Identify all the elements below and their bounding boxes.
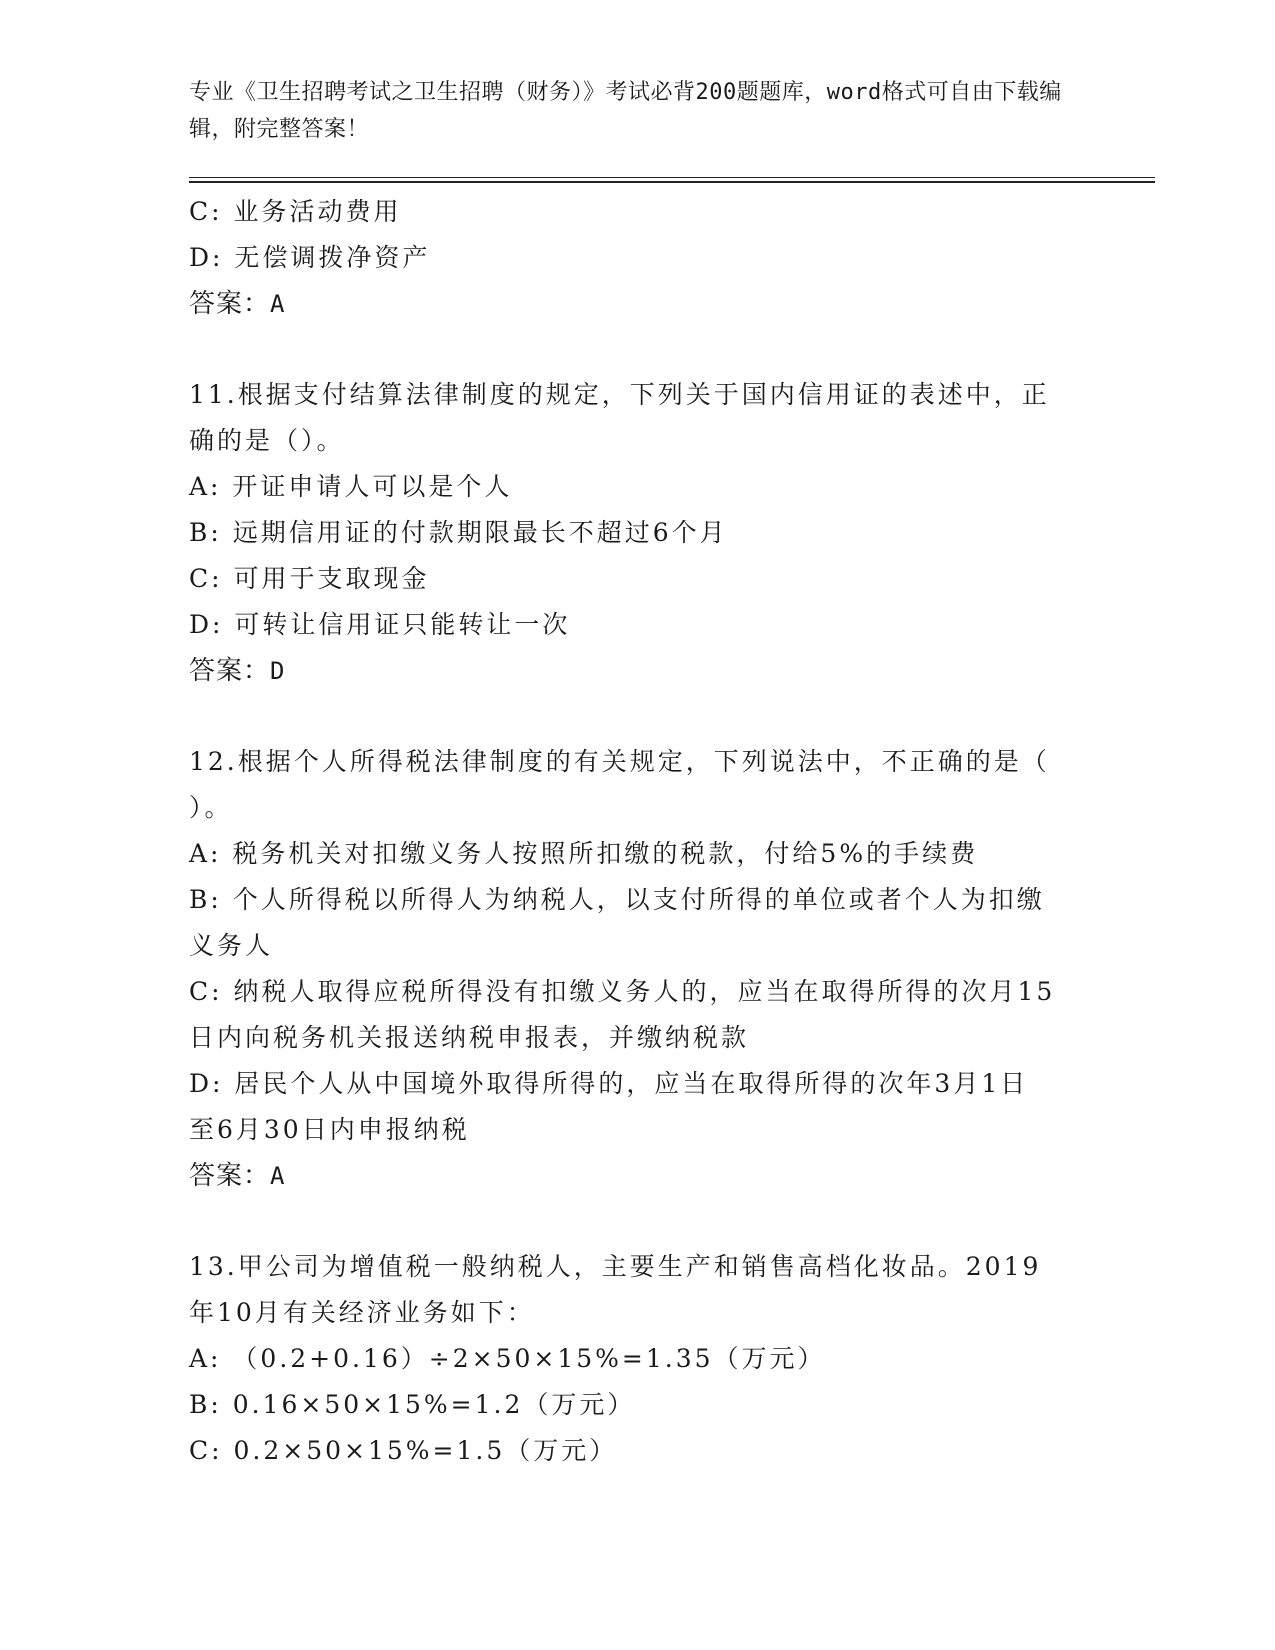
option-b: B: 个人所得税以所得人为纳税人，以支付所得的单位或者个人为扣缴	[189, 885, 1045, 914]
question-gap	[189, 694, 1089, 739]
answer-line	[189, 648, 1089, 694]
question-13	[189, 1244, 1089, 1474]
option-d-cont: 至6月30日内申报纳税	[189, 1115, 470, 1144]
question-gap	[189, 327, 1089, 372]
answer-value: A	[270, 290, 286, 318]
header-rule-thin	[189, 177, 1155, 178]
option-a: A: 税务机关对扣缴义务人按照所扣缴的税款，付给5%的手续费	[189, 839, 979, 868]
option-b-cont: 义务人	[189, 931, 274, 960]
option-d: D: 可转让信用证只能转让一次	[189, 610, 571, 639]
question-stem: 年10月有关经济业务如下：	[189, 1298, 535, 1327]
option-c: C: 0.2×50×15%=1.5（万元）	[189, 1436, 618, 1465]
option-a: A: 开证申请人可以是个人	[189, 472, 513, 501]
document-header: 专业《卫生招聘考试之卫生招聘（财务）》考试必背200题题库，word格式可自由下载编辑，附完整答案！	[189, 80, 1062, 142]
question-11	[189, 372, 1089, 694]
question-stem: 11.根据支付结算法律制度的规定，下列关于国内信用证的表述中，正	[189, 380, 1050, 409]
answer-label: 答案：	[189, 1161, 271, 1191]
answer-value: D	[270, 657, 286, 685]
header-rule-thick	[189, 181, 1155, 183]
option-b: B: 0.16×50×15%=1.2（万元）	[189, 1390, 636, 1419]
question-content	[189, 189, 1089, 1474]
question-stem: 13.甲公司为增值税一般纳税人，主要生产和销售高档化妆品。2019	[189, 1252, 1042, 1281]
option-d: D: 居民个人从中国境外取得所得的，应当在取得所得的次年3月1日	[189, 1069, 1029, 1098]
question-stem: 确的是（）。	[189, 426, 345, 455]
answer-label: 答案：	[189, 656, 271, 686]
option-b: B: 远期信用证的付款期限最长不超过6个月	[189, 518, 728, 547]
answer-value: A	[270, 1162, 286, 1190]
answer-line	[189, 1153, 1089, 1199]
option-c: C: 业务活动费用	[189, 197, 402, 226]
option-c: C: 可用于支取现金	[189, 564, 430, 593]
answer-line	[189, 281, 1089, 327]
option-d: D: 无偿调拨净资产	[189, 243, 431, 272]
question-gap	[189, 1199, 1089, 1244]
option-c: C: 纳税人取得应税所得没有扣缴义务人的，应当在取得所得的次月15	[189, 977, 1056, 1006]
option-c-cont: 日内向税务机关报送纳税申报表，并缴纳税款	[189, 1023, 750, 1052]
answer-label: 答案：	[189, 289, 271, 319]
option-a: A: （0.2+0.16）÷2×50×15%=1.35（万元）	[189, 1344, 826, 1373]
question-stem: ）。	[189, 793, 233, 822]
question-10-tail	[189, 189, 1089, 327]
question-12	[189, 739, 1089, 1199]
question-stem: 12.根据个人所得税法律制度的有关规定，下列说法中，不正确的是（	[189, 747, 1050, 776]
